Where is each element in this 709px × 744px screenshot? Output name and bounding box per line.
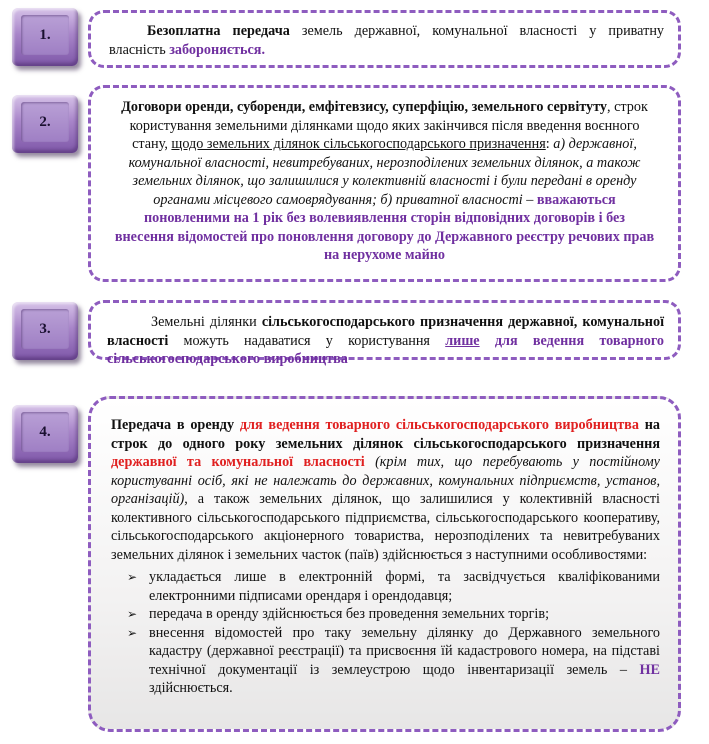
bullet-1-text: укладається лише в електронній формі, та засвідчується кваліфікованими електронними підписами орендаря і орендодавця; <box>149 569 660 604</box>
item-2-body: , строк користування земельними ділянками щодо яких закінчився після введення воєнного стану, <box>129 99 648 152</box>
number-badge-4-label: 4. <box>21 412 69 452</box>
item-3-purple: для ведення товарного сільськогосподарського виробництва <box>107 332 665 367</box>
bullet-2-text: передача в оренду здійснюється без проведення земельних торгів; <box>149 606 550 622</box>
item-2-bold-lead: Договори оренди, суборенди, емфітевзису, суперфіцію, земельного сервітуту <box>121 99 608 115</box>
item-2-box <box>88 85 681 282</box>
bullet-3-end: здійснюється. <box>149 680 233 696</box>
item-2-colon: : <box>545 136 554 152</box>
item-1-purple: забороняється. <box>169 41 265 58</box>
arrow-bullet-icon: ➢ <box>127 570 138 584</box>
item-3-body1: Земельні ділянки <box>151 314 262 330</box>
item-1-box <box>88 10 681 68</box>
arrow-bullet-icon: ➢ <box>127 607 138 621</box>
item-4-red2: державної та комунальної власності <box>111 454 365 470</box>
number-badge-2 <box>12 95 78 153</box>
item-3-bold: сільськогосподарського призначення державної, комунальної власності <box>107 314 665 349</box>
item-4-box <box>88 396 681 732</box>
item-4-bold2: на строк до одного року земельних ділянок сільськогосподарського призначення <box>111 417 660 452</box>
item-3-purple-underlined: лише <box>445 332 480 349</box>
item-4-red1: для ведення товарного сільськогосподарського виробництва <box>239 417 639 433</box>
item-4-body: , а також земельних ділянок, що залишилися у колективній власності колективного сільськогосподарського підприємства, сільськогосподарського кооперативу, сільськогосподарського акціонерного товариства, нерозподілених та невитребуваних земельних ділянок і земельних часток (паїв) здійснюється з наступними особливостями: <box>111 491 660 563</box>
item-1-text <box>109 22 664 59</box>
number-badge-2-label: 2. <box>21 102 69 142</box>
list-item <box>111 568 660 605</box>
item-3-box <box>88 300 681 367</box>
number-badge-3 <box>12 302 78 360</box>
item-3-body2: можуть надаватися у користування <box>168 332 446 349</box>
bullet-3-purple: НЕ <box>639 661 660 678</box>
item-1-body: земель державної, комунальної власності у приватну власність <box>109 23 665 58</box>
item-4-bullets <box>111 568 660 698</box>
list-item <box>111 624 660 698</box>
item-2-underlined: щодо земельних ділянок сільськогосподарського призначення <box>171 136 546 152</box>
item-4-bold-lead: Передача в оренду <box>111 417 240 433</box>
number-badge-4 <box>12 405 78 463</box>
number-badge-1-label: 1. <box>21 15 69 55</box>
item-3-text <box>107 313 664 369</box>
item-4-text <box>111 416 660 564</box>
item-2-italic: а) державної, комунальної власності, невитребуваних, нерозподілених земельних ділянок, а також земельних ділянок, що залишилися у колективній власності і були передані в оренду органами місцевого самоврядування; б) приватної власності <box>128 136 641 208</box>
arrow-bullet-icon: ➢ <box>127 625 138 640</box>
item-2-text <box>113 98 656 265</box>
item-4-italic: (крім тих, що перебувають у постійному користуванні осіб, які не належать до державних, комунальних підприємств, установ, організацій) <box>111 454 660 507</box>
item-1-bold: Безоплатна передача <box>147 23 290 39</box>
item-2-conclusion: вважаються поновленими на 1 рік без волевиявлення сторін відповідних договорів і без внесення відомостей про поновлення договору до Державного реєстру речових прав на нерухоме майно <box>114 191 655 263</box>
number-badge-3-label: 3. <box>21 309 69 349</box>
item-2-dash: – <box>522 191 537 208</box>
number-badge-1 <box>12 8 78 66</box>
list-item <box>111 605 660 624</box>
bullet-3-text: внесення відомостей про таку земельну ділянку до Державного земельного кадастру (державної реєстрації) та присвоєння їй кадастрового номера, на підставі технічної документації із землеустрою щодо інвентаризації земель – <box>149 624 660 678</box>
